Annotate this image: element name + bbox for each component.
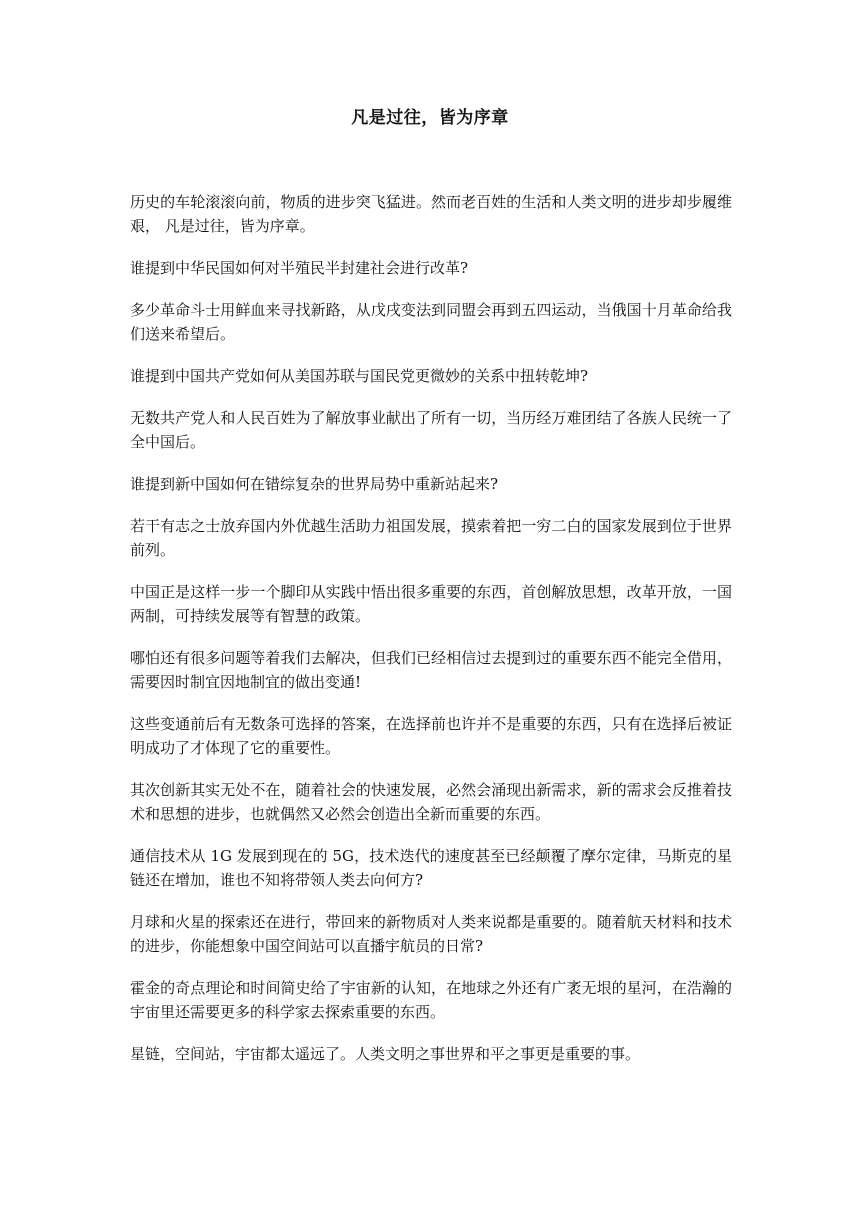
paragraph: 谁提到中国共产党如何从美国苏联与国民党更微妙的关系中扭转乾坤? xyxy=(130,367,589,385)
paragraph: 霍金的奇点理论和时间简史给了宇宙新的认知，在地球之外还有广袤无垠的星河，在浩瀚的宇宙里还需要更多的科学家去探索重要的东西。 xyxy=(130,979,732,1021)
document-body xyxy=(130,190,732,1084)
paragraph: 历史的车轮滚滚向前，物质的进步突飞猛进。然而老百姓的生活和人类文明的进步却步履维艰， 凡是过往，皆为序章。 xyxy=(130,193,732,235)
document-title: 凡是过往，皆为序章 xyxy=(351,108,509,128)
paragraph: 星链，空间站，宇宙都太遥远了。人类文明之事世界和平之事更是重要的事。 xyxy=(130,1045,641,1063)
paragraph: 谁提到新中国如何在错综复杂的世界局势中重新站起来? xyxy=(130,475,499,493)
paragraph: 这些变通前后有无数条可选择的答案，在选择前也许并不是重要的东西，只有在选择后被证明成功了才体现了它的重要性。 xyxy=(130,715,732,757)
paragraph: 中国正是这样一步一个脚印从实践中悟出很多重要的东西，首创解放思想，改革开放，一国两制，可持续发展等有智慧的政策。 xyxy=(130,583,732,625)
paragraph: 其次创新其实无处不在，随着社会的快速发展，必然会涌现出新需求，新的需求会反推着技术和思想的进步，也就偶然又必然会创造出全新而重要的东西。 xyxy=(130,781,732,823)
paragraph: 多少革命斗士用鲜血来寻找新路，从戊戌变法到同盟会再到五四运动，当俄国十月革命给我们送来希望后。 xyxy=(130,301,732,343)
paragraph: 月球和火星的探索还在进行，带回来的新物质对人类来说都是重要的。随着航天材料和技术的进步，你能想象中国空间站可以直播宇航员的日常? xyxy=(130,913,732,955)
paragraph: 无数共产党人和人民百姓为了解放事业献出了所有一切，当历经万难团结了各族人民统一了全中国后。 xyxy=(130,409,732,451)
paragraph: 哪怕还有很多问题等着我们去解决，但我们已经相信过去提到过的重要东西不能完全借用，需要因时制宜因地制宜的做出变通! xyxy=(130,649,732,691)
paragraph: 若干有志之士放弃国内外优越生活助力祖国发展，摸索着把一穷二白的国家发展到位于世界前列。 xyxy=(130,517,732,559)
paragraph: 通信技术从 1G 发展到现在的 5G，技术迭代的速度甚至已经颠覆了摩尔定律，马斯克的星链还在增加，谁也不知将带领人类去向何方? xyxy=(130,847,732,889)
paragraph: 谁提到中华民国如何对半殖民半封建社会进行改革? xyxy=(130,259,469,277)
